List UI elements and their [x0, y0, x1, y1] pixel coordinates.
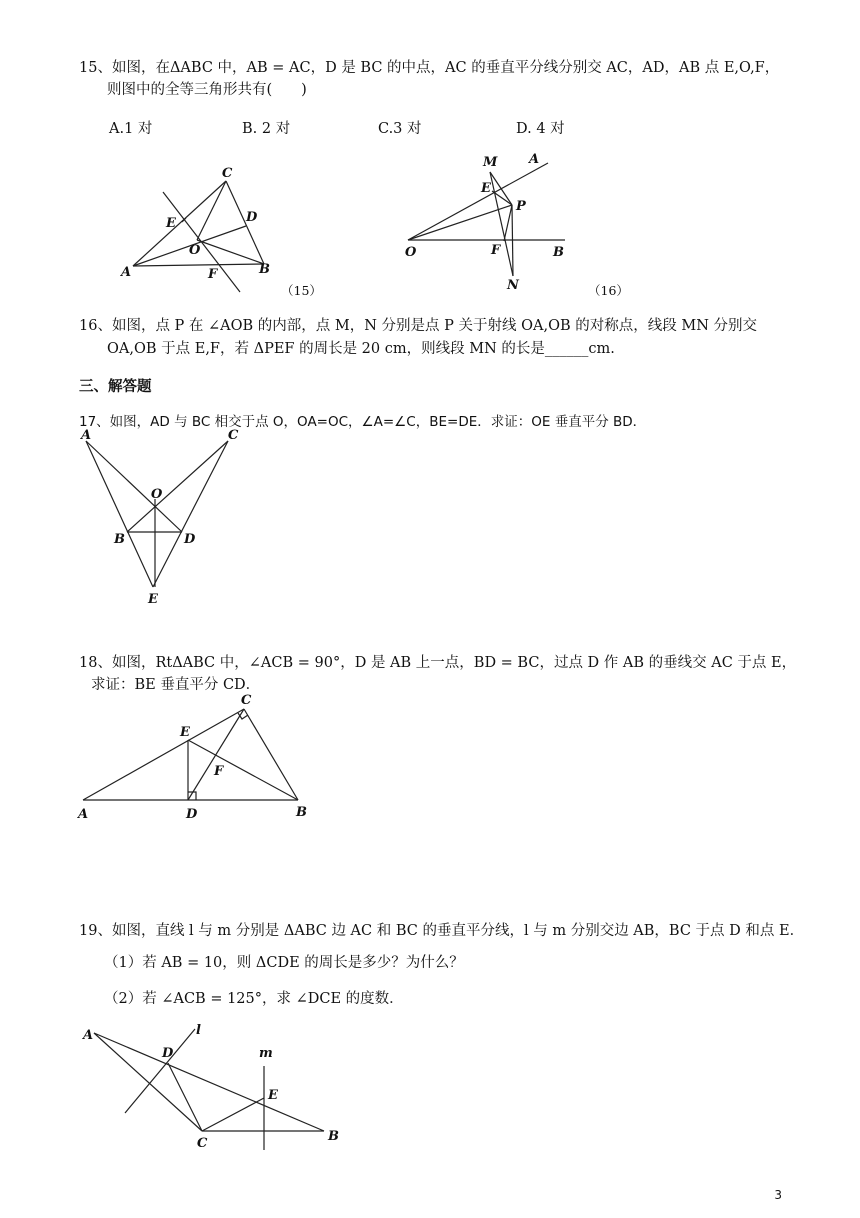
fig16-label-n: N [507, 278, 519, 293]
q18-line1: 18、如图，RtΔABC 中，∠ACB = 90°，D 是 AB 上一点，BD = BC，过点 D 作 AB 的垂线交 AC 于点 E， [79, 655, 797, 671]
fig16-label-e: E [481, 181, 491, 196]
q19-part1: （1）若 AB = 10，则 ΔCDE 的周长是多少？为什么？ [104, 955, 464, 971]
fig15-label-d: D [246, 210, 258, 225]
fig16-label-a: A [529, 152, 540, 167]
fig17-label-e: E [148, 592, 158, 607]
page-number: 3 [774, 1188, 782, 1202]
fig16-number: （16） [588, 283, 629, 298]
fig15-label-o: O [189, 243, 201, 258]
q16-line2: OA,OB 于点 E,F，若 ΔPEF 的周长是 20 cm，则线段 MN 的长是______cm. [107, 341, 615, 357]
section-heading: 三、解答题 [79, 379, 152, 395]
figure-16-lines [408, 163, 565, 276]
q15-option-a: A.1 对 [109, 121, 153, 137]
fig17-label-a: A [81, 428, 92, 443]
fig15-label-c: C [222, 166, 233, 181]
fig18-label-f: F [214, 764, 224, 779]
fig18-label-d: D [186, 807, 198, 822]
fig17-label-b: B [114, 532, 125, 547]
fig15-label-f: F [208, 267, 218, 282]
fig19-label-m: m [259, 1046, 273, 1061]
fig19-label-d: D [162, 1046, 174, 1061]
fig19-label-c: C [197, 1136, 208, 1151]
fig16-label-f: F [491, 243, 501, 258]
fig19-label-b: B [328, 1129, 339, 1144]
fig18-label-e: E [180, 725, 190, 740]
q19-line1: 19、如图，直线 l 与 m 分别是 ΔABC 边 AC 和 BC 的垂直平分线，l 与 m 分别交边 AB，BC 于点 D 和点 E． [79, 923, 805, 939]
figure-15-lines [133, 181, 264, 292]
fig16-label-m: M [483, 155, 498, 170]
q15-option-c: C.3 对 [378, 121, 422, 137]
fig15-label-a: A [121, 265, 132, 280]
fig19-label-a: A [83, 1028, 94, 1043]
fig16-label-b: B [553, 245, 564, 260]
q15-option-b: B. 2 对 [242, 121, 291, 137]
fig16-label-p: P [516, 199, 526, 214]
figure-18-lines [83, 709, 298, 800]
fig17-label-o: O [151, 487, 163, 502]
fig15-number: （15） [281, 283, 322, 298]
fig18-label-a: A [78, 807, 89, 822]
q17-line1: 17、如图，AD 与 BC 相交于点 O，OA=OC，∠A=∠C，BE=DE．求证：OE 垂直平分 BD． [79, 414, 647, 430]
fig16-label-o: O [405, 245, 417, 260]
figure-19-lines [94, 1029, 324, 1150]
q18-line2: 求证：BE 垂直平分 CD． [91, 677, 261, 693]
fig17-label-d: D [184, 532, 196, 547]
fig18-label-b: B [296, 805, 307, 820]
q15-line2: 则图中的全等三角形共有( ) [107, 82, 307, 98]
fig19-label-e: E [268, 1088, 278, 1103]
figure-17-lines [86, 441, 228, 587]
q16-line1: 16、如图，点 P 在 ∠AOB 的内部，点 M，N 分别是点 P 关于射线 OA,OB 的对称点，线段 MN 分别交 [79, 318, 758, 334]
fig15-label-b: B [259, 262, 270, 277]
q19-part2: （2）若 ∠ACB = 125°，求 ∠DCE 的度数． [104, 991, 404, 1007]
fig19-label-l: l [196, 1023, 201, 1038]
fig18-label-c: C [241, 693, 252, 708]
fig15-label-e: E [166, 216, 176, 231]
q15-option-d: D. 4 对 [516, 121, 565, 137]
fig17-label-c: C [228, 428, 239, 443]
q15-line1: 15、如图，在ΔABC 中，AB = AC，D 是 BC 的中点，AC 的垂直平分线分别交 AC，AD，AB 点 E,O,F， [79, 60, 780, 76]
